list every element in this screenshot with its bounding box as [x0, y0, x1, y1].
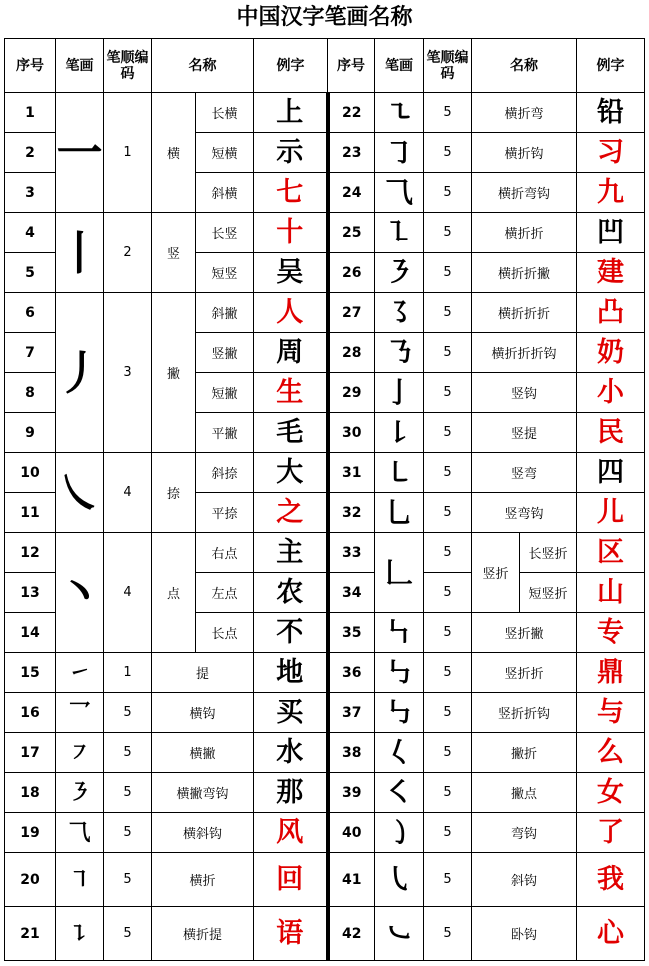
stroke-cell: ㇡: [375, 333, 424, 373]
name-cell: 竖撇: [196, 333, 254, 373]
seq-cell: 42: [328, 907, 375, 961]
name-cell: 横斜钩: [152, 813, 254, 853]
name-cell: 横折弯: [472, 93, 577, 133]
header-row: [5, 39, 645, 93]
example-cell: 鼎: [577, 653, 645, 693]
example-cell: 七: [254, 173, 328, 213]
stroke-cell: ⺄: [56, 813, 104, 853]
seq-cell: 40: [328, 813, 375, 853]
category-cell: 捺: [152, 453, 196, 533]
seq-cell: 19: [5, 813, 56, 853]
stroke-cell: ㇕: [56, 853, 104, 907]
seq-cell: 7: [5, 333, 56, 373]
example-cell: 回: [254, 853, 328, 907]
name-cell: 短撇: [196, 373, 254, 413]
stroke-cell: ㇍: [375, 93, 424, 133]
code-cell: 5: [424, 693, 472, 733]
seq-cell: 30: [328, 413, 375, 453]
code-cell: 1: [104, 653, 152, 693]
seq-cell: 27: [328, 293, 375, 333]
name-cell: 斜钩: [472, 853, 577, 907]
name-cell: 长点: [196, 613, 254, 653]
example-cell: 那: [254, 773, 328, 813]
seq-cell: 41: [328, 853, 375, 907]
name-cell: 长横: [196, 93, 254, 133]
name-cell: 弯钩: [472, 813, 577, 853]
header-stroke: 笔画: [56, 39, 104, 93]
stroke-cell: 𠃊: [375, 533, 424, 613]
code-cell: 5: [104, 907, 152, 961]
stroke-cell: 一: [56, 93, 104, 213]
stroke-cell: ㇏: [56, 453, 104, 533]
name-cell: 竖提: [472, 413, 577, 453]
name-cell: 平捺: [196, 493, 254, 533]
table-row: [5, 213, 645, 253]
name-cell: 短竖: [196, 253, 254, 293]
stroke-cell: ㇋: [375, 253, 424, 293]
name-cell: 竖弯钩: [472, 493, 577, 533]
stroke-cell: 乚: [375, 493, 424, 533]
example-cell: 语: [254, 907, 328, 961]
example-cell: 之: [254, 493, 328, 533]
stroke-cell: 丨: [56, 213, 104, 293]
name-cell: 横撇: [152, 733, 254, 773]
header-seq-right: 序号: [328, 39, 375, 93]
seq-cell: 5: [5, 253, 56, 293]
table-row: [5, 907, 645, 961]
seq-cell: 26: [328, 253, 375, 293]
seq-cell: 32: [328, 493, 375, 533]
seq-cell: 15: [5, 653, 56, 693]
example-cell: 凹: [577, 213, 645, 253]
name-cell: 撇点: [472, 773, 577, 813]
example-cell: 小: [577, 373, 645, 413]
table-row: [5, 853, 645, 907]
seq-cell: 22: [328, 93, 375, 133]
stroke-cell: ㇋: [56, 773, 104, 813]
code-cell: 5: [424, 493, 472, 533]
code-cell: 5: [424, 173, 472, 213]
code-cell: 5: [104, 693, 152, 733]
example-cell: 专: [577, 613, 645, 653]
example-cell: 习: [577, 133, 645, 173]
stroke-cell: ⺄: [375, 173, 424, 213]
table-row: [5, 773, 645, 813]
name-cell: 横折提: [152, 907, 254, 961]
name-cell: 竖钩: [472, 373, 577, 413]
example-cell: 九: [577, 173, 645, 213]
code-cell: 3: [104, 293, 152, 453]
name-cell: 竖折撇: [472, 613, 577, 653]
stroke-cell: ㇉: [375, 653, 424, 693]
code-cell: 5: [424, 93, 472, 133]
code-cell: 5: [424, 293, 472, 333]
name-cell: 长竖: [196, 213, 254, 253]
code-cell: 5: [104, 853, 152, 907]
name-cell: 提: [152, 653, 254, 693]
example-cell: 毛: [254, 413, 328, 453]
example-cell: 买: [254, 693, 328, 733]
code-cell: 5: [424, 333, 472, 373]
example-cell: 生: [254, 373, 328, 413]
code-cell: 5: [104, 813, 152, 853]
table-row: [5, 93, 645, 133]
seq-cell: 24: [328, 173, 375, 213]
code-cell: 1: [104, 93, 152, 213]
name-cell: 横钩: [152, 693, 254, 733]
stroke-cell: ㇄: [375, 453, 424, 493]
example-cell: 农: [254, 573, 328, 613]
seq-cell: 13: [5, 573, 56, 613]
stroke-cell: ㇅: [375, 213, 424, 253]
name-cell: 短横: [196, 133, 254, 173]
page-title: 中国汉字笔画名称: [236, 4, 413, 30]
seq-cell: 36: [328, 653, 375, 693]
stroke-cell: ㇆: [375, 133, 424, 173]
seq-cell: 14: [5, 613, 56, 653]
example-cell: 我: [577, 853, 645, 907]
seq-cell: 10: [5, 453, 56, 493]
seq-cell: 8: [5, 373, 56, 413]
example-cell: 铅: [577, 93, 645, 133]
name-cell: 横折折折钩: [472, 333, 577, 373]
stroke-cell: ㇀: [56, 653, 104, 693]
seq-cell: 4: [5, 213, 56, 253]
example-cell: 与: [577, 693, 645, 733]
code-cell: 5: [424, 253, 472, 293]
category-cell: 横: [152, 93, 196, 213]
category-cell: 竖: [152, 213, 196, 293]
example-cell: 风: [254, 813, 328, 853]
stroke-cell: ㇊: [56, 907, 104, 961]
table-row: [5, 813, 645, 853]
name-cell: 竖弯: [472, 453, 577, 493]
seq-cell: 11: [5, 493, 56, 533]
code-cell: 5: [424, 733, 472, 773]
category-cell: 竖折: [472, 533, 520, 613]
seq-cell: 31: [328, 453, 375, 493]
code-cell: 4: [104, 453, 152, 533]
table-row: [5, 733, 645, 773]
stroke-cell: ㇌: [375, 293, 424, 333]
stroke-table: [4, 38, 645, 961]
code-cell: 5: [424, 373, 472, 413]
stroke-cell: 丿: [56, 293, 104, 453]
example-cell: 儿: [577, 493, 645, 533]
name-cell: 横折折撇: [472, 253, 577, 293]
stroke-cell: ㇃: [375, 907, 424, 961]
name-cell: 斜捺: [196, 453, 254, 493]
example-cell: 山: [577, 573, 645, 613]
seq-cell: 16: [5, 693, 56, 733]
code-cell: 2: [104, 213, 152, 293]
header-example: 例字: [254, 39, 328, 93]
category-cell: 撇: [152, 293, 196, 453]
code-cell: 5: [424, 813, 472, 853]
name-cell: 卧钩: [472, 907, 577, 961]
example-cell: 水: [254, 733, 328, 773]
example-cell: 了: [577, 813, 645, 853]
seq-cell: 20: [5, 853, 56, 907]
seq-cell: 1: [5, 93, 56, 133]
seq-cell: 9: [5, 413, 56, 453]
code-cell: 5: [424, 613, 472, 653]
header-example-right: 例字: [577, 39, 645, 93]
seq-cell: 25: [328, 213, 375, 253]
name-cell: 横折: [152, 853, 254, 907]
example-cell: 人: [254, 293, 328, 333]
example-cell: 凸: [577, 293, 645, 333]
header-code-right: 笔顺编码: [424, 39, 472, 93]
seq-cell: 6: [5, 293, 56, 333]
seq-cell: 17: [5, 733, 56, 773]
table-row: [5, 693, 645, 733]
stroke-cell: ㇇: [56, 733, 104, 773]
name-cell: 竖折折: [472, 653, 577, 693]
name-cell: 左点: [196, 573, 254, 613]
category-cell: 点: [152, 533, 196, 653]
code-cell: 5: [424, 413, 472, 453]
name-cell: 撇折: [472, 733, 577, 773]
seq-cell: 33: [328, 533, 375, 573]
header-seq: 序号: [5, 39, 56, 93]
example-cell: 建: [577, 253, 645, 293]
seq-cell: 29: [328, 373, 375, 413]
example-cell: 周: [254, 333, 328, 373]
seq-cell: 38: [328, 733, 375, 773]
seq-cell: 18: [5, 773, 56, 813]
stroke-cell: ㇛: [375, 773, 424, 813]
code-cell: 4: [104, 533, 152, 653]
example-cell: 不: [254, 613, 328, 653]
example-cell: 主: [254, 533, 328, 573]
stroke-cell: 𡿨: [375, 733, 424, 773]
example-cell: 女: [577, 773, 645, 813]
example-cell: 十: [254, 213, 328, 253]
stroke-cell: ㇉: [375, 693, 424, 733]
seq-cell: 34: [328, 573, 375, 613]
example-cell: 奶: [577, 333, 645, 373]
name-cell: 横折折: [472, 213, 577, 253]
name-cell: 竖折折钩: [472, 693, 577, 733]
code-cell: 5: [424, 453, 472, 493]
seq-cell: 2: [5, 133, 56, 173]
code-cell: 5: [424, 653, 472, 693]
stroke-cell: 丶: [56, 533, 104, 653]
code-cell: 5: [424, 533, 472, 573]
code-cell: 5: [424, 773, 472, 813]
stroke-cell: ㇂: [375, 853, 424, 907]
example-cell: 么: [577, 733, 645, 773]
header-stroke-right: 笔画: [375, 39, 424, 93]
code-cell: 5: [424, 573, 472, 613]
example-cell: 民: [577, 413, 645, 453]
name-cell: 短竖折: [520, 573, 577, 613]
name-cell: 斜横: [196, 173, 254, 213]
table-row: [5, 453, 645, 493]
code-cell: 5: [424, 213, 472, 253]
example-cell: 上: [254, 93, 328, 133]
name-cell: 平撇: [196, 413, 254, 453]
example-cell: 示: [254, 133, 328, 173]
code-cell: 5: [424, 907, 472, 961]
code-cell: 5: [104, 733, 152, 773]
seq-cell: 12: [5, 533, 56, 573]
stroke-cell: ㇁: [375, 813, 424, 853]
example-cell: 四: [577, 453, 645, 493]
name-cell: 横折弯钩: [472, 173, 577, 213]
seq-cell: 37: [328, 693, 375, 733]
stroke-cell: 亅: [375, 373, 424, 413]
example-cell: 区: [577, 533, 645, 573]
header-name-right: 名称: [472, 39, 577, 93]
example-cell: 心: [577, 907, 645, 961]
code-cell: 5: [424, 853, 472, 907]
name-cell: 长竖折: [520, 533, 577, 573]
example-cell: 大: [254, 453, 328, 493]
name-cell: 横折折折: [472, 293, 577, 333]
code-cell: 5: [104, 773, 152, 813]
example-cell: 吴: [254, 253, 328, 293]
name-cell: 横撇弯钩: [152, 773, 254, 813]
table-row: [5, 533, 645, 573]
header-name: 名称: [152, 39, 254, 93]
stroke-cell: ㇞: [375, 613, 424, 653]
stroke-cell: ㇙: [375, 413, 424, 453]
header-code: 笔顺编码: [104, 39, 152, 93]
stroke-cell: 乛: [56, 693, 104, 733]
table-row: [5, 293, 645, 333]
name-cell: 斜撇: [196, 293, 254, 333]
code-cell: 5: [424, 133, 472, 173]
seq-cell: 23: [328, 133, 375, 173]
name-cell: 右点: [196, 533, 254, 573]
example-cell: 地: [254, 653, 328, 693]
table-row: [5, 653, 645, 693]
seq-cell: 21: [5, 907, 56, 961]
name-cell: 横折钩: [472, 133, 577, 173]
seq-cell: 3: [5, 173, 56, 213]
seq-cell: 35: [328, 613, 375, 653]
seq-cell: 28: [328, 333, 375, 373]
seq-cell: 39: [328, 773, 375, 813]
